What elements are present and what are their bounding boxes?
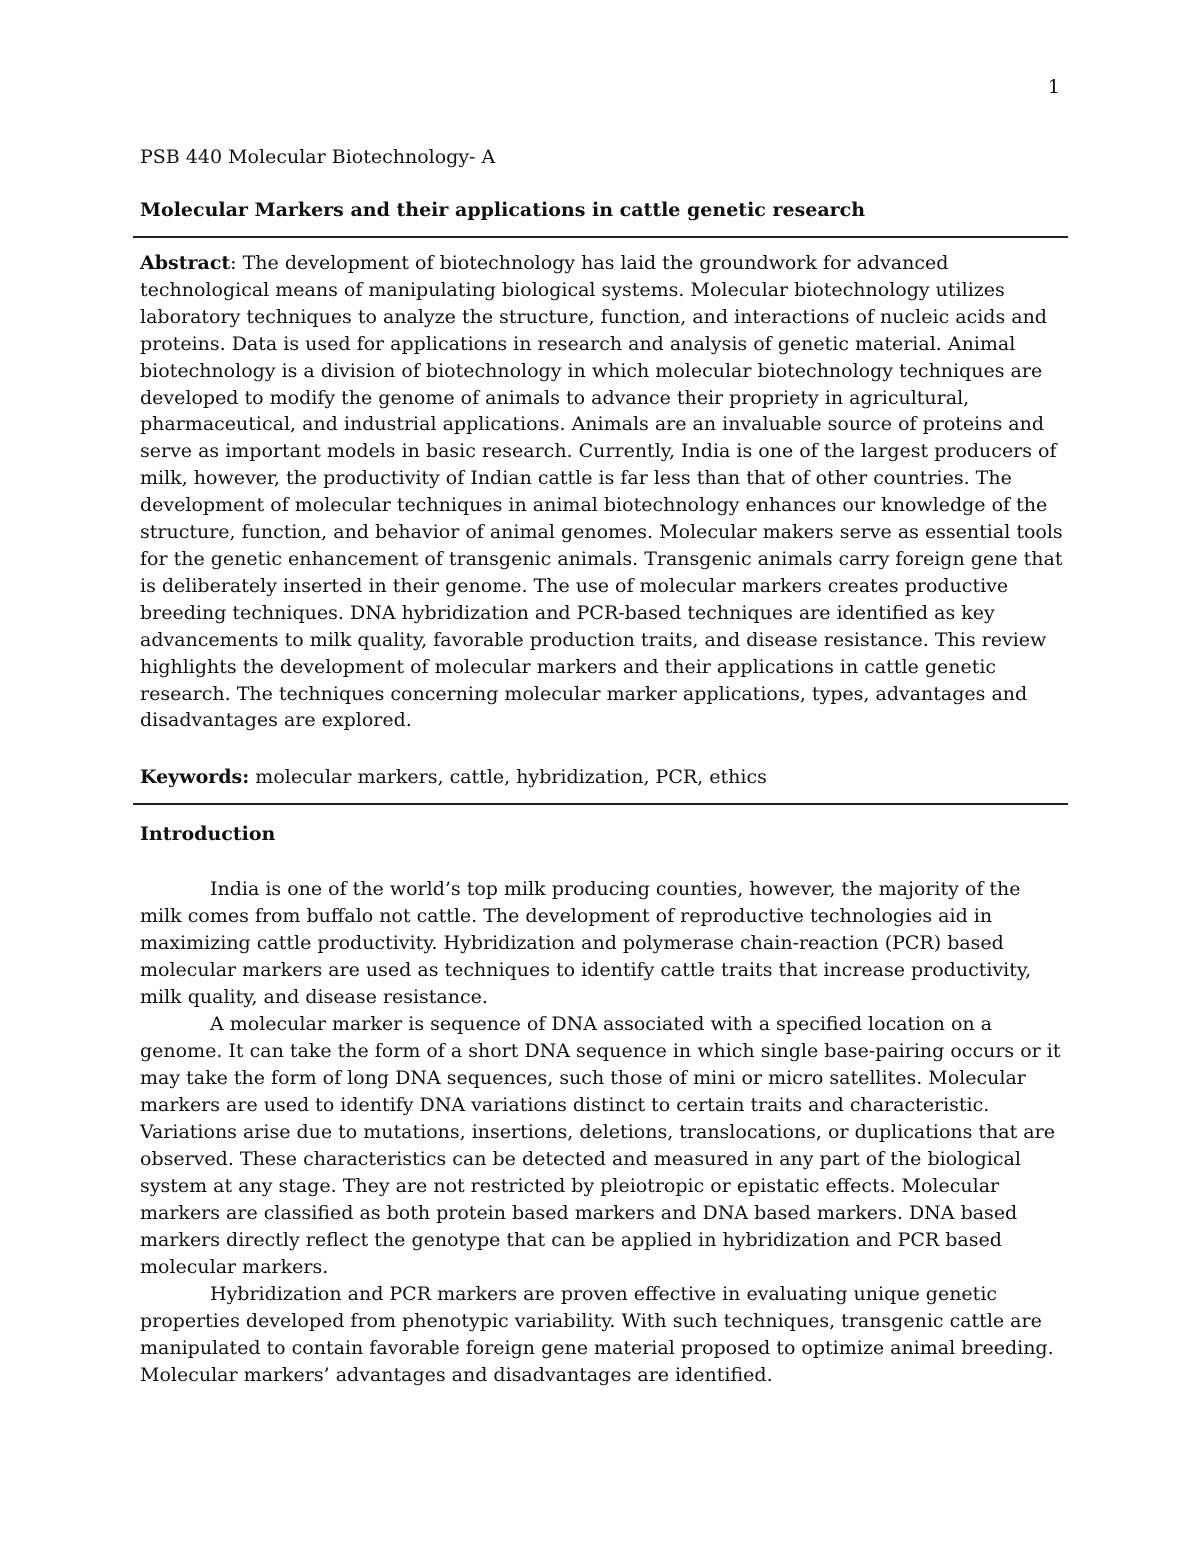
keywords-text: molecular markers, cattle, hybridization, PCR, ethics [249,766,767,788]
introduction-body [140,876,1065,1389]
introduction-heading: Introduction [140,823,276,845]
abstract-separator: : [230,252,243,274]
paper-title: Molecular Markers and their applications in cattle genetic research [140,199,866,221]
page-number: 1 [1047,76,1060,98]
divider-bottom [133,803,1068,805]
divider-top [133,236,1068,238]
introduction-paragraph: India is one of the world’s top milk producing counties, however, the majority of the milk comes from buffalo not cattle. The development of reproductive technologies aid in maximizing cattle productivity. Hybridization and polymerase chain-reaction (PCR) based molecular markers are used as techniques to identify cattle traits that increase productivity, milk quality, and disease resistance. [140,878,1032,1008]
abstract-paragraph [140,250,1065,734]
keywords-label: Keywords: [140,766,250,788]
abstract-text: The development of biotechnology has laid the groundwork for advanced technological means of manipulating biological systems. Molecular biotechnology utilizes laboratory techniques to analyze the structure, function, and interactions of nucleic acids and proteins. Data is used for applications in research and analysis of genetic material. Animal biotechnology is a division of biotechnology in which molecular biotechnology techniques are developed to modify the genome of animals to advance their propriety in agricultural, pharmaceutical, and industrial applications. Animals are an invaluable source of proteins and serve as important models in basic research. Currently, India is one of the largest producers of milk, however, the productivity of Indian cattle is far less than that of other countries. The development of molecular techniques in animal biotechnology enhances our knowledge of the structure, function, and behavior of animal genomes. Molecular makers serve as essential tools for the genetic enhancement of transgenic animals. Transgenic animals carry foreign gene that is deliberately inserted in their genome. The use of molecular markers creates productive breeding techniques. DNA hybridization and PCR-based techniques are identified as key advancements to milk quality, favorable production traits, and disease resistance. This review highlights the development of molecular markers and their applications in cattle genetic research. The techniques concerning molecular marker applications, types, advantages and disadvantages are explored. [140,252,1063,732]
course-line: PSB 440 Molecular Biotechnology- A [140,146,496,168]
introduction-paragraph: Hybridization and PCR markers are proven effective in evaluating unique genetic properties developed from phenotypic variability. With such techniques, transgenic cattle are manipulated to contain favorable foreign gene material proposed to optimize animal breeding. Molecular markers’ advantages and disadvantages are identified. [140,1283,1054,1386]
introduction-paragraph: A molecular marker is sequence of DNA associated with a specified location on a genome. It can take the form of a short DNA sequence in which single base-pairing occurs or it may take the form of long DNA sequences, such those of mini or micro satellites. Molecular markers are used to identify DNA variations distinct to certain traits and characteristic. Variations arise due to mutations, insertions, deletions, translocations, or duplications that are observed. These characteristics can be detected and measured in any part of the biological system at any stage. They are not restricted by pleiotropic or epistatic effects. Molecular markers are classified as both protein based markers and DNA based markers. DNA based markers directly reflect the genotype that can be applied in hybridization and PCR based molecular markers. [140,1013,1061,1278]
abstract-label: Abstract [140,252,231,274]
keywords-line [140,764,1065,791]
